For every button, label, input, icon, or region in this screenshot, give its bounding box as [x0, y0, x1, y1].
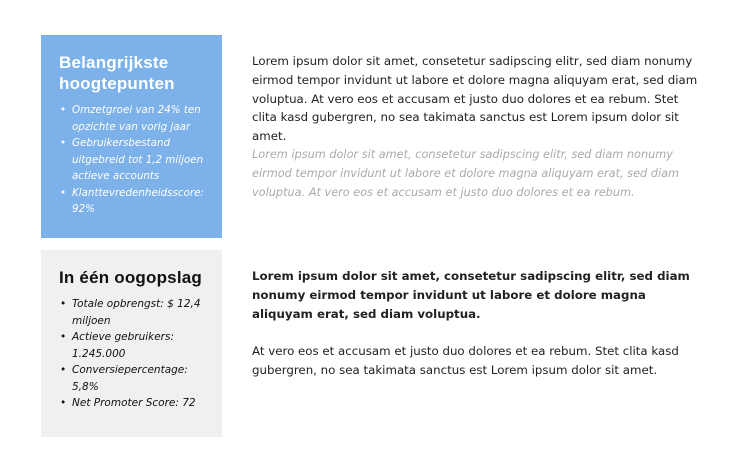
- list-item: • Conversiepercentage: 5,8%: [72, 362, 208, 395]
- paragraph-2-muted: Lorem ipsum dolor sit amet, consetetur sadipscing elitr, sed diam nonumy eirmod tempor invidunt ut labore et dolore magna aliquyam erat, sed diam voluptua. At vero eos et accusam et justo duo dolores et ea rebum.: [252, 148, 680, 199]
- list-item: • Totale opbrengst: $ 12,4 miljoen: [72, 296, 208, 329]
- glance-title: In één oogopslag: [59, 268, 202, 287]
- list-item: • Klanttevredenheidsscore: 92%: [72, 185, 208, 218]
- highlights-list: [59, 102, 208, 218]
- list-item: • Net Promoter Score: 72: [72, 395, 208, 412]
- glance-list: [59, 296, 208, 412]
- paragraph-4: At vero eos et accusam et justo duo dolores et ea rebum. Stet clita kasd gubergren, no sea takimata sanctus est Lorem ipsum dolor sit amet.: [252, 344, 679, 377]
- glance-card: [41, 250, 222, 437]
- list-item: • Actieve gebruikers: 1.245.000: [72, 329, 208, 362]
- paragraph-3-bold: Lorem ipsum dolor sit amet, consetetur sadipscing elitr, sed diam nonumy eirmod tempor invidunt ut labore et dolore magna aliquyam erat, sed diam voluptua.: [252, 269, 690, 321]
- list-item: • Omzetgroei van 24% ten opzichte van vorig jaar: [72, 102, 208, 135]
- highlights-card: [41, 35, 222, 238]
- list-item: • Gebruikersbestand uitgebreid tot 1,2 miljoen actieve accounts: [72, 135, 208, 185]
- paragraph-1: Lorem ipsum dolor sit amet, consetetur sadipscing elitr, sed diam nonumy eirmod tempor invidunt ut labore et dolore magna aliquyam erat, sed diam voluptua. At vero eos et accusam et justo duo dolores et ea rebum. Stet clita kasd gubergren, no sea takimata sanctus est Lorem ipsum dolor sit amet.: [252, 54, 698, 144]
- highlights-title: Belangrijkste hoogtepunten: [59, 53, 175, 93]
